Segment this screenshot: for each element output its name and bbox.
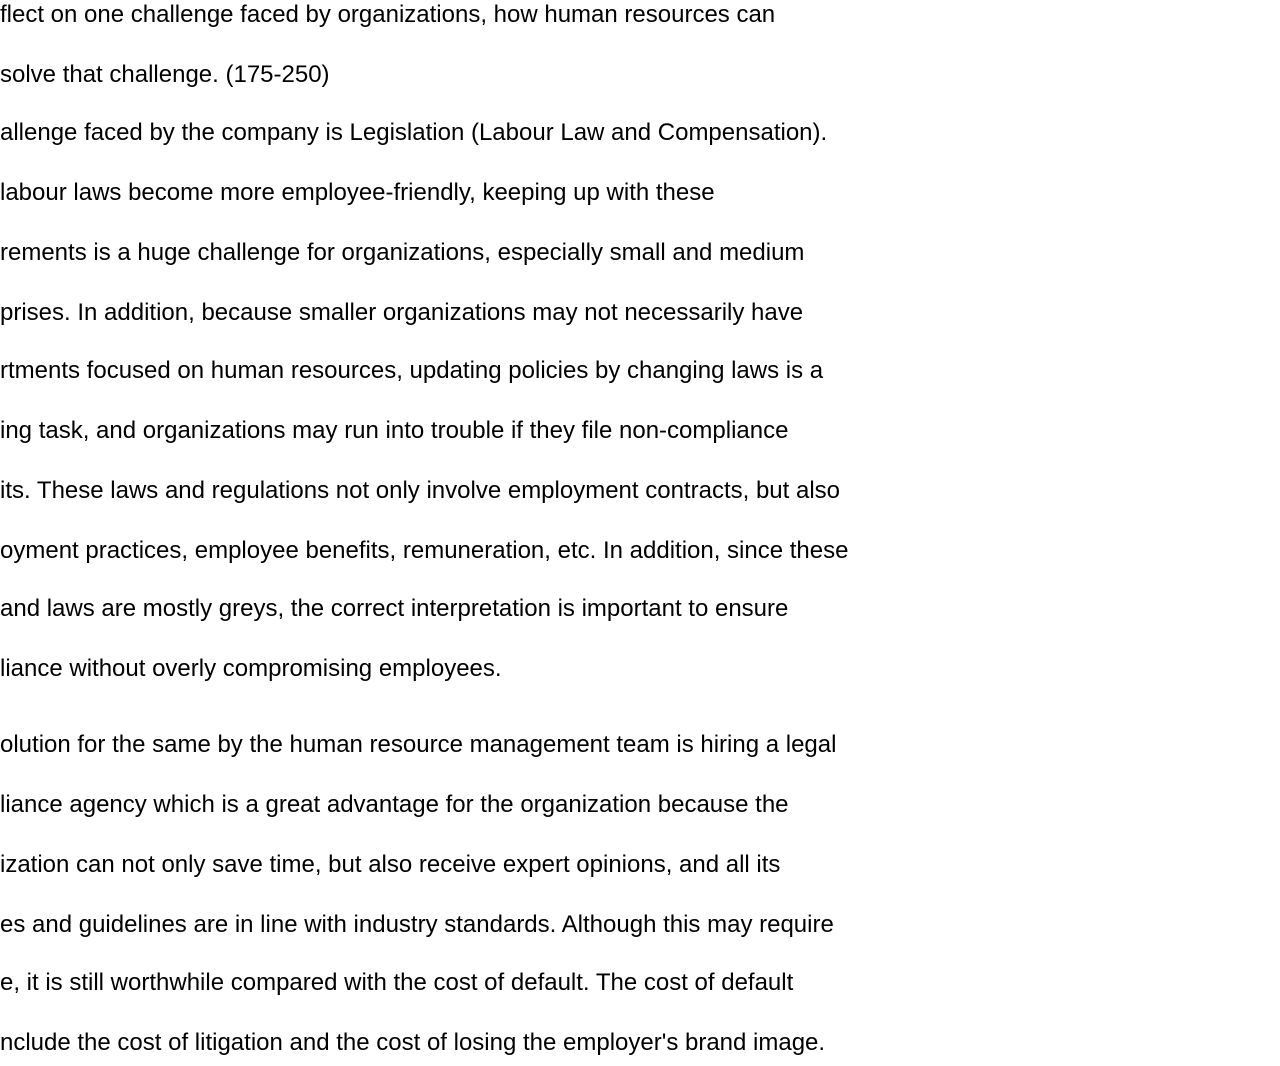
paragraph1-line-10: liance without overly compromising employees. — [0, 655, 502, 682]
paragraph2-line-6: nclude the cost of litigation and the cost of losing the employer's brand image. — [0, 1029, 826, 1056]
paragraph1-line-9: and laws are mostly greys, the correct interpretation is important to ensure — [0, 595, 789, 622]
question-line-2: solve that challenge. (175-250) — [0, 61, 330, 88]
paragraph1-line-5: rtments focused on human resources, updating policies by changing laws is a — [0, 357, 824, 384]
paragraph2-line-2: liance agency which is a great advantage for the organization because the — [0, 791, 789, 818]
paragraph2-line-4: es and guidelines are in line with industry standards. Although this may require — [0, 911, 834, 938]
paragraph2-line-3: ization can not only save time, but also receive expert opinions, and all its — [0, 851, 781, 878]
paragraph2-line-5: e, it is still worthwhile compared with the cost of default. The cost of default — [0, 969, 794, 996]
paragraph1-line-1: allenge faced by the company is Legislation (Labour Law and Compensation). — [0, 119, 828, 146]
paragraph1-line-2: labour laws become more employee-friendly, keeping up with these — [0, 179, 715, 206]
paragraph1-line-7: its. These laws and regulations not only involve employment contracts, but also — [0, 477, 840, 504]
paragraph2-line-1: olution for the same by the human resource management team is hiring a legal — [0, 731, 837, 758]
question-line-1: flect on one challenge faced by organizations, how human resources can — [0, 1, 776, 28]
paragraph1-line-6: ing task, and organizations may run into trouble if they file non-compliance — [0, 417, 789, 444]
paragraph1-line-4: prises. In addition, because smaller organizations may not necessarily have — [0, 299, 804, 326]
paragraph1-line-3: rements is a huge challenge for organizations, especially small and medium — [0, 239, 805, 266]
paragraph1-line-8: oyment practices, employee benefits, remuneration, etc. In addition, since these — [0, 537, 849, 564]
